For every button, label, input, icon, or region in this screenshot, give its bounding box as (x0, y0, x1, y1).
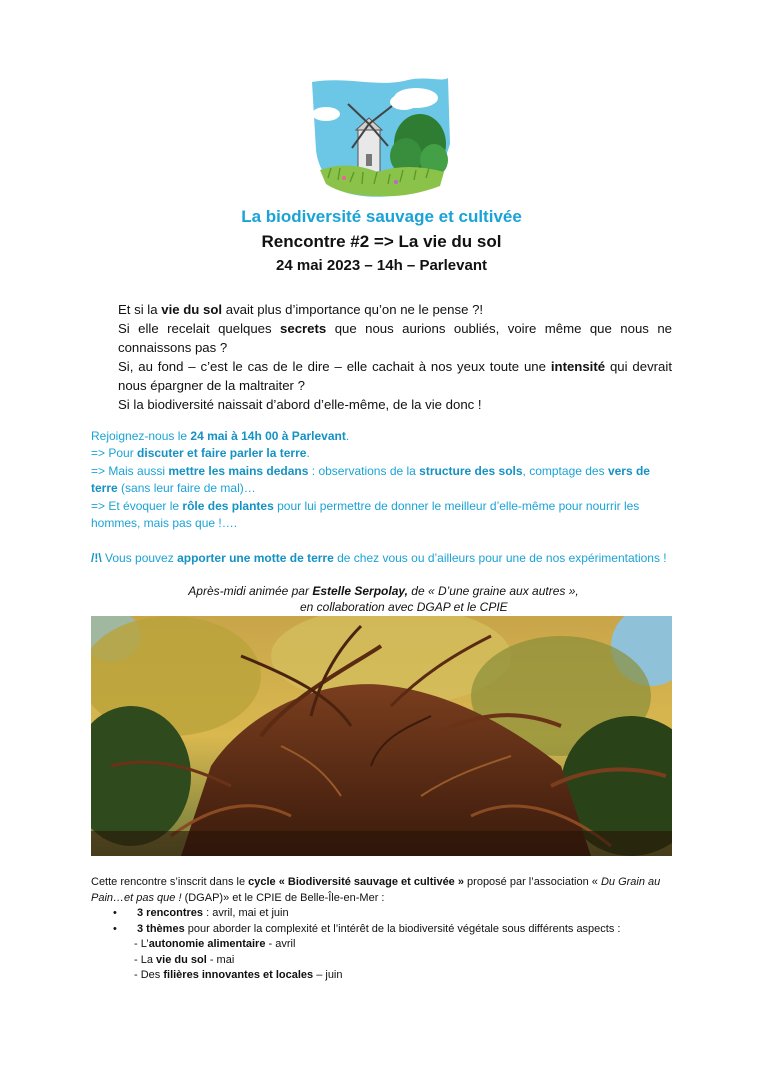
invite-line: Rejoignez-nous le 24 mai à 14h 00 à Parlevant. (91, 429, 350, 443)
list-item: • 3 rencontres : avril, mai et juin (91, 906, 673, 922)
warning-icon: /!\ (91, 550, 102, 565)
event-subtitle: Rencontre #2 => La vie du sol (261, 232, 502, 251)
event-cycle-title: La biodiversité sauvage et cultivée (241, 207, 522, 226)
sub-list-item: - Des filières innovantes et locales – juin (134, 969, 343, 981)
bullet-icon: • (113, 907, 117, 919)
invitation-text (91, 428, 673, 567)
credit-line-1: Après-midi animée par Estelle Serpolay, de « D’une graine aux autres », (188, 584, 579, 598)
cycle-paragraph: Cette rencontre s’inscrit dans le cycle « Biodiversité sauvage et cultivée » proposé par l’association « Du Grain au Pain…et pas que ! (DGAP)» et le CPIE de Belle-Île-en-Mer : (91, 876, 661, 904)
sub-list-item: - La vie du sol - mai (134, 953, 235, 966)
intro-line: Si, au fond – c’est le cas de le dire – elle cachait à nos yeux toute une intensité qui devrait nous épargner de la maltraiter ? (118, 359, 672, 393)
tree-roots-photo (91, 616, 672, 856)
invite-line: => Mais aussi mettre les mains dedans : observations de la structure des sols, comptage des vers de terre (sans leur faire de mal)… (91, 463, 650, 496)
credit-text (0, 583, 763, 615)
intro-text (118, 300, 672, 414)
intro-line: Et si la vie du sol avait plus d’importance qu’on ne le pense ?! (118, 302, 484, 317)
credit-line-2: en collaboration avec DGAP et le CPIE (300, 600, 508, 614)
invite-line: => Et évoquer le rôle des plantes pour lui permettre de donner le meilleur d’elle-même pour nourrir les hommes, mais pas que !…. (91, 498, 640, 531)
bullet-icon: • (113, 922, 117, 935)
intro-line: Si elle recelait quelques secrets que nous aurions oubliés, voire même que nous ne connaissons pas ? (118, 321, 672, 355)
windmill-logo-icon (308, 74, 454, 202)
intro-line: Si la biodiversité naissait d’abord d’elle-même, de la vie donc ! (118, 397, 482, 412)
invite-note: /!\ Vous pouvez apporter une motte de terre de chez vous ou d’ailleurs pour une de nos expérimentations ! (91, 550, 667, 565)
cycle-description (91, 875, 673, 984)
sub-list-item: - L’autonomie alimentaire - avril (134, 938, 296, 950)
event-date-line: 24 mai 2023 – 14h – Parlevant (276, 257, 487, 274)
invite-line: => Pour discuter et faire parler la terre. (91, 446, 310, 461)
list-item: • 3 thèmes pour aborder la complexité et l’intérêt de la biodiversité végétale sous différents aspects : (91, 922, 673, 938)
